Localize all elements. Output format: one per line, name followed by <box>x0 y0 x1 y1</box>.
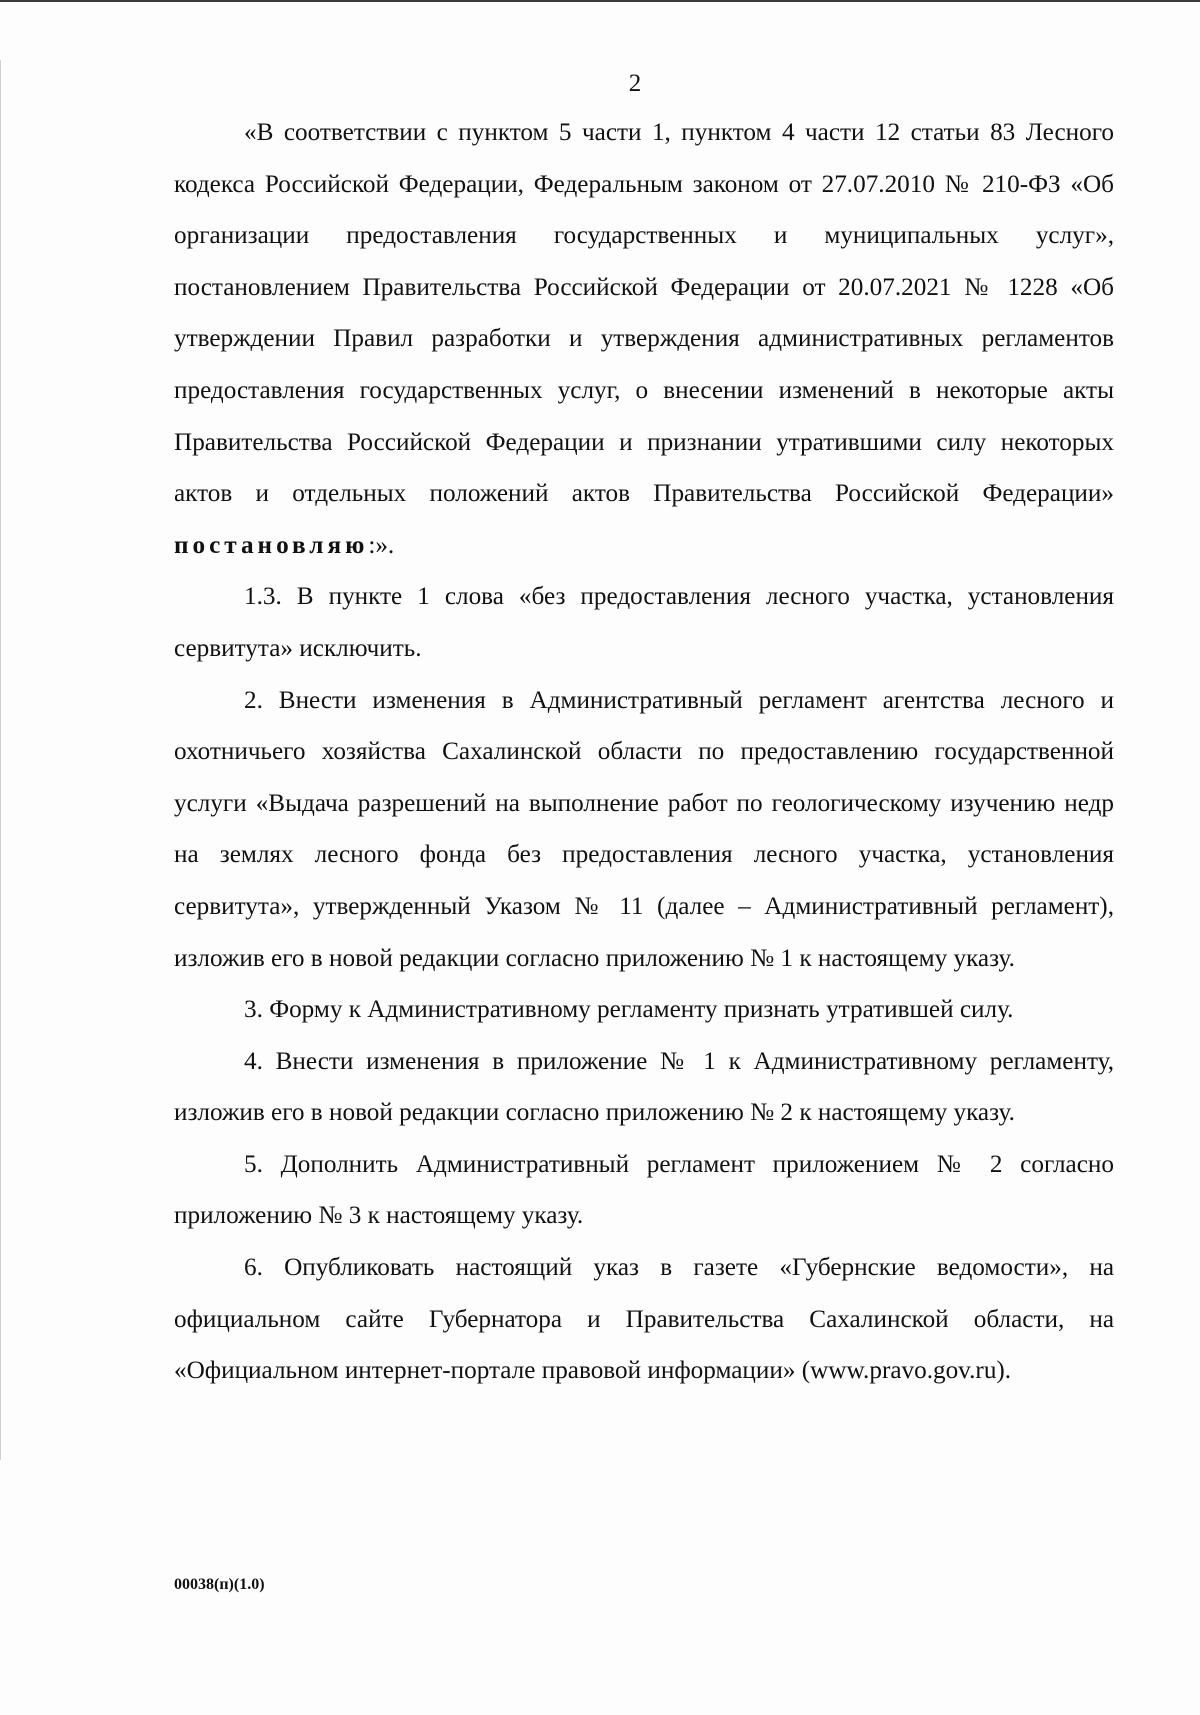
paragraph-preamble <box>174 107 1114 571</box>
paragraph-4: 4. Внести изменения в приложение № 1 к Административному регламенту, изложив его в новой редакции согласно приложению № 2 к настоящему указу. <box>174 1047 1114 1127</box>
preamble-ending: :». <box>368 531 395 559</box>
paragraph-3: 3. Форму к Административному регламенту признать утратившей силу. <box>244 996 1014 1024</box>
paragraph-1-3: 1.3. В пункте 1 слова «без предоставления лесного участка, установления сервитута» исключить. <box>174 583 1114 662</box>
document-body <box>174 107 1114 1397</box>
preamble-text: «В соответствии с пунктом 5 части 1, пунктом 4 части 12 статьи 83 Лесного кодекса Российской Федерации, Федеральным законом от 27.07.2010 № 210-ФЗ «Об организации предоставления государственных и муниципальных услуг», постановлением Правительства Российской Федерации от 20.07.2021 № 1228 «Об утверждении Правил разработки и утверждения административных регламентов предоставления государственных услуг, о внесении изменений в некоторые акты Правительства Российской Федерации и признании утратившими силу некоторых актов и отдельных положений актов Правительства Российской Федерации» <box>174 119 1114 508</box>
top-border-line <box>0 0 1200 2</box>
page-number: 2 <box>628 70 642 97</box>
paragraph-5: 5. Дополнить Административный регламент приложением № 2 согласно приложению № 3 к настоящему указу. <box>174 1150 1114 1230</box>
paragraph-2: 2. Внести изменения в Административный регламент агентства лесного и охотничьего хозяйства Сахалинской области по предоставлению государственной услуги «Выдача разрешений на выполнение работ по геологическому изучению недр на землях лесного фонда без предоставления лесного участка, установления сервитута», утвержденный Указом № 11 (далее – Административный регламент), изложив его в новой редакции согласно приложению № 1 к настоящему указу. <box>174 686 1114 972</box>
paragraph-6: 6. Опубликовать настоящий указ в газете «Губернские ведомости», на официальном сайте Губернатора и Правительства Сахалинской области, на «Официальном интернет-портале правовой информации» (www.pravo.gov.ru). <box>174 1254 1114 1385</box>
decree-keyword: постановляю <box>174 531 369 559</box>
scan-edge-line <box>0 60 1 1460</box>
document-code: 00038(п)(1.0) <box>174 1576 265 1593</box>
